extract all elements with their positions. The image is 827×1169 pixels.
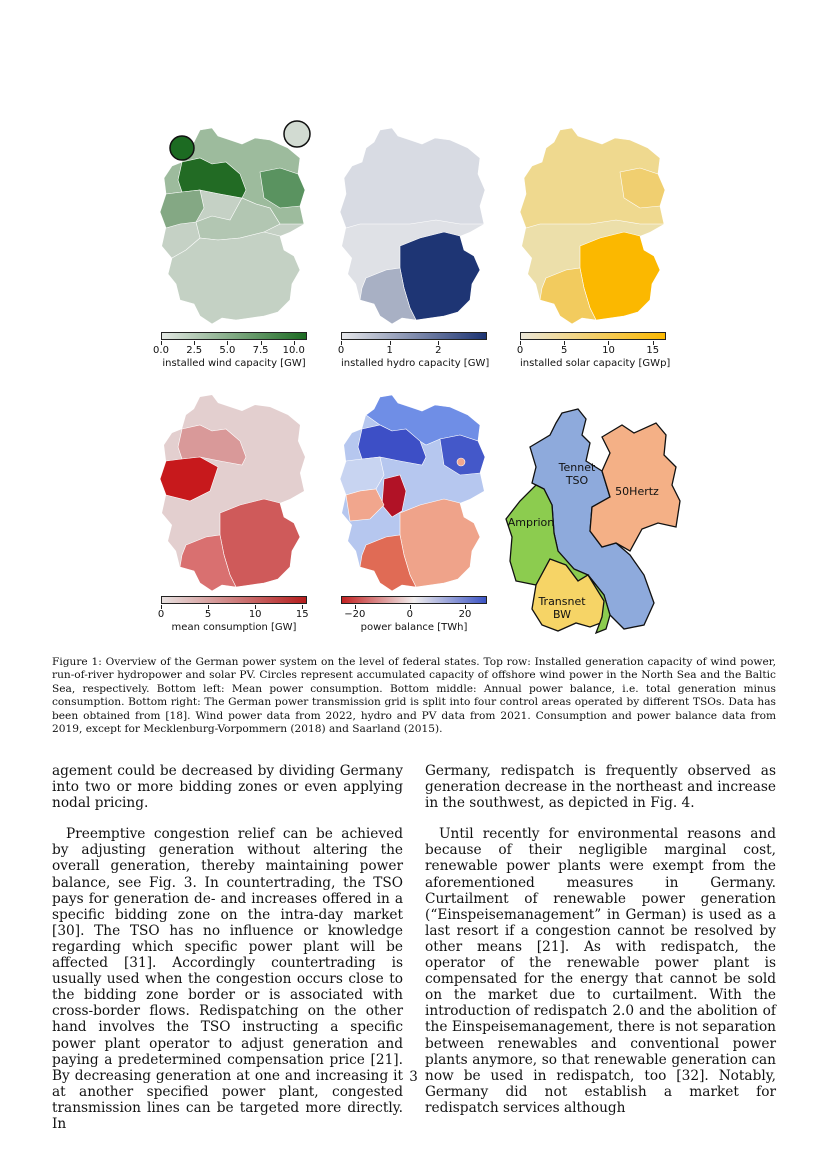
page-number: 3 [409, 1069, 418, 1085]
paragraph: Until recently for environmental reasons and because of their negligible marginal cost, renewable power plants were exempt from the aforementioned measures in Germany. Curtailment of renewable power generation (“Einspeisemanagement” in German) is used as a last resort if a congestion cannot be resolved by other means [21]. As with redispatch, the operator of the renewable power plant is compensated for the energy that cannot be sold on the market due to curtailment. With the introduction of redispatch 2.0 and the abolition of the Einspeisemanagement, there is not separation between renewables and conventional power plants anymore, so that renewable generation can now be used in redispatch, too [32]. Notably, Germany did not establish a market for redispatch services although [425, 826, 776, 1116]
colorbar-tick-label: 5.0 [219, 345, 236, 356]
colorbar-tick-label: 7.5 [252, 345, 269, 356]
hydro-colorbar-gradient [341, 332, 487, 340]
colorbar-tick-label: 0 [516, 345, 524, 356]
colorbar-tick-label: 0 [157, 609, 165, 620]
paragraph: Preemptive congestion relief can be achieved by adjusting generation without altering the overall generation, thereby maintaining power balance, see Fig. 3. In countertrading, the TSO pays for generation de- and increases offered in a specific bidding zone on the intra-day market [30]. The TSO has no influence or knowledge regarding which specific power plant will be affected [31]. Accordingly countertrading is usually used when the congestion occurs close to the bidding zone border or is associated with cross-border flows. Redispatching on the other hand involves the TSO instructing a specific power plant operator to adjust generation and paying a predetermined compensation price [21]. By decreasing generation at one and increasing it at another specified power plant, congested transmission lines can be targeted more directly. In [52, 826, 403, 1132]
colorbar-tick-label: 5 [561, 345, 568, 356]
right-column [425, 763, 776, 1116]
colorbar-tick-label: 10.0 [282, 345, 305, 356]
figure-caption: Figure 1: Overview of the German power system on the level of federal states. Top row: Installed generation capacity of wind power, run-of-river hydropower and solar PV. Circles represent accumulated capacity of offshore wind power in the North Sea and the Baltic Sea, respectively. Bottom left: Mean power consumption. Bottom middle: Annual power balance, i.e. total generation minus consumption. Bottom right: The German power transmission grid is split into four control areas operated by different TSOs. Data has been obtained from [18]. Wind power data from 2022, hydro and PV data from 2021. Consumption and power balance data from 2019, except for Mecklenburg-Vorpommern (2018) and Saarland (2015). [52, 656, 776, 736]
tso-label-50hertz: 50Hertz [615, 485, 659, 498]
tso-control-area-map [506, 405, 686, 637]
hydro-map [340, 128, 490, 328]
tso-label-amprion: Amprion [507, 516, 555, 529]
paragraph: agement could be decreased by dividing Germany into two or more bidding zones or even applying nodal pricing. [52, 763, 403, 812]
colorbar-tick-label: 1 [386, 345, 393, 356]
colorbar-tick-label: 20 [458, 609, 472, 620]
balance-colorbar-label: power balance [TWh] [360, 622, 468, 633]
colorbar-tick-label: 0 [406, 609, 414, 620]
colorbar-tick-label: 15 [295, 609, 309, 620]
solar-colorbar-label: installed solar capacity [GWp] [520, 358, 671, 369]
colorbar-tick-label: 10 [248, 609, 262, 620]
solar-colorbar-gradient [520, 332, 666, 340]
north-sea-offshore-circle [167, 133, 197, 163]
colorbar-tick-label: −20 [344, 609, 366, 620]
tso-label-transnet: Transnet BW [538, 595, 586, 621]
wind-colorbar-label: installed wind capacity [GW] [162, 358, 306, 369]
colorbar-tick-label: 10 [602, 345, 615, 356]
wind-colorbar-gradient [161, 332, 307, 340]
consumption-colorbar-label: mean consumption [GW] [171, 622, 297, 633]
tso-label-tennet: Tennet TSO [558, 461, 596, 487]
consumption-map [160, 395, 310, 595]
colorbar-tick-label: 2 [435, 345, 442, 356]
colorbar-tick-label: 0 [337, 345, 345, 356]
paragraph: Germany, redispatch is frequently observed as generation decrease in the northeast and increase in the southwest, as depicted in Fig. 4. [425, 763, 776, 812]
colorbar-tick-label: 15 [646, 345, 660, 356]
solar-map [520, 128, 670, 328]
consumption-colorbar-gradient [161, 596, 307, 604]
colorbar-tick-label: 5 [204, 609, 212, 620]
colorbar-tick-label: 2.5 [186, 345, 203, 356]
baltic-sea-offshore-circle [281, 118, 313, 150]
hydro-colorbar-label: installed hydro capacity [GW] [341, 358, 490, 369]
power-balance-map [340, 395, 490, 595]
colorbar-tick-label: 0.0 [153, 345, 169, 356]
balance-colorbar-gradient [341, 596, 487, 604]
